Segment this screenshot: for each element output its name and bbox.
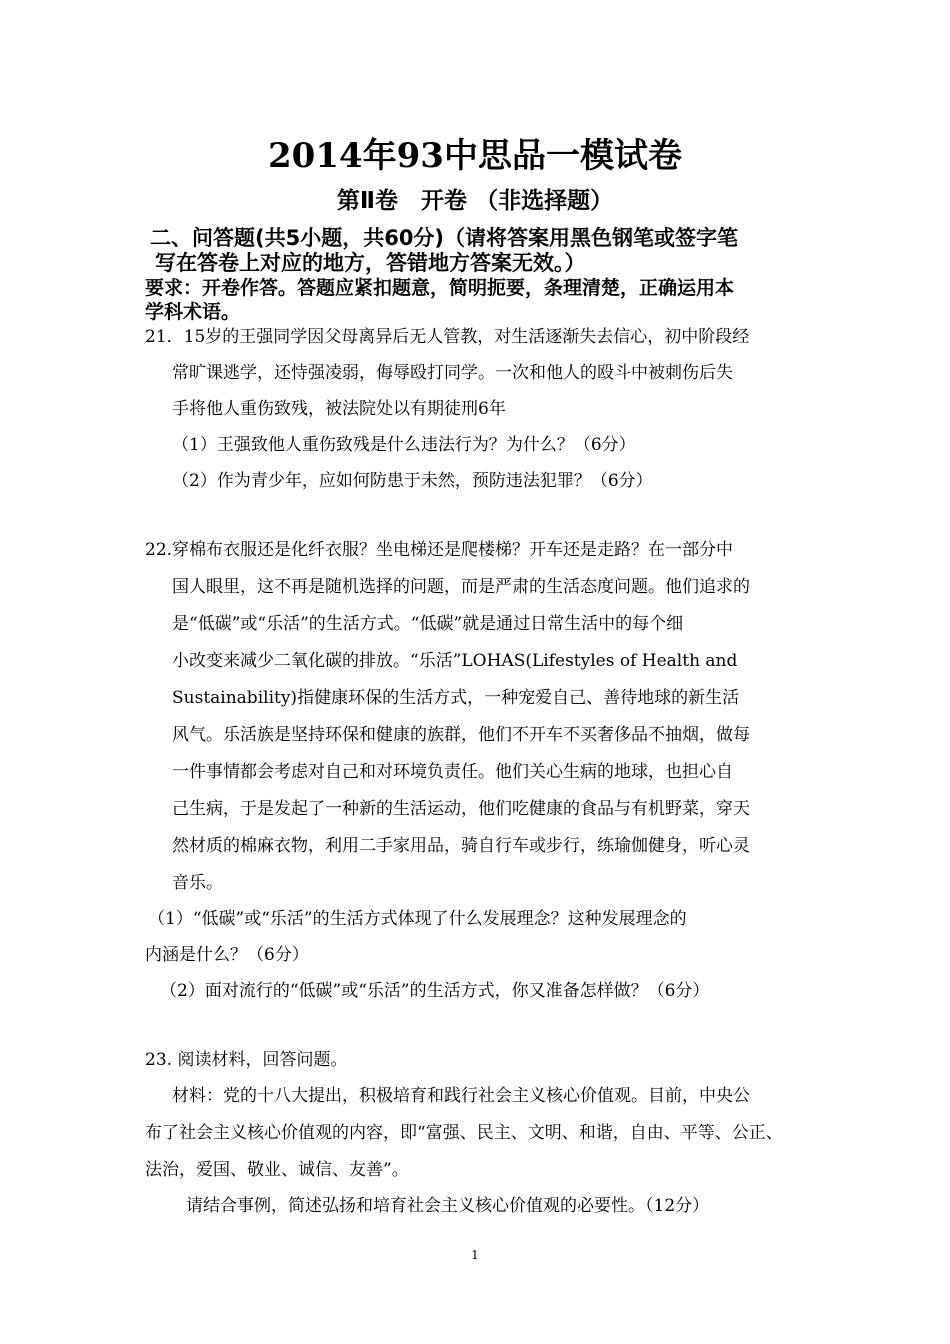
page-number: 1 bbox=[471, 1248, 479, 1262]
document-title: 2014年93中思品一模试卷 bbox=[268, 136, 682, 176]
q22-line6: 风气。乐活族是坚持环保和健康的族群，他们不开车不买奢侈品不抽烟，做每 bbox=[172, 725, 750, 745]
q22-line1: 22.穿棉布衣服还是化纤衣服？坐电梯还是爬楼梯？开车还是走路？在一部分中 bbox=[145, 540, 734, 560]
q22-sub1-line2: 内涵是什么？（6分） bbox=[145, 945, 309, 965]
q21-line1: 21．15岁的王强同学因父母离异后无人管教，对生活逐渐失去信心，初中阶段经 bbox=[145, 327, 750, 347]
q22-line8: 己生病，于是发起了一种新的生活运动，他们吃健康的食品与有机野菜，穿天 bbox=[172, 799, 750, 819]
q22-line5: Sustainability)指健康环保的生活方式，一种宠爱自己、善待地球的新生活 bbox=[172, 688, 740, 708]
q22-sub1-line1: （1）“低碳”或“乐活”的生活方式体现了什么发展理念？这种发展理念的 bbox=[148, 909, 687, 929]
q22-line10: 音乐。 bbox=[172, 873, 223, 893]
section-header-line1: 二、问答题(共5小题，共60分)（请将答案用黑色钢笔或签字笔 bbox=[150, 226, 739, 250]
q22-line2: 国人眼里，这不再是随机选择的问题，而是严肃的生活态度问题。他们追求的 bbox=[172, 577, 750, 597]
q22-line3: 是“低碳”或“乐活”的生活方式。“低碳”就是通过日常生活中的每个细 bbox=[172, 614, 684, 634]
q23-line1: 23. 阅读材料，回答问题。 bbox=[145, 1050, 348, 1070]
q23-question: 请结合事例，简述弘扬和培育社会主义核心价值观的必要性。（12分） bbox=[186, 1196, 710, 1216]
q22-sub2: （2）面对流行的“低碳”或“乐活”的生活方式，你又准备怎样做？（6分） bbox=[160, 981, 710, 1001]
q21-sub2: （2）作为青少年，应如何防患于未然，预防违法犯罪？（6分） bbox=[172, 471, 653, 491]
q21-line2: 常旷课逃学，还恃强凌弱，侮辱殴打同学。一次和他人的殴斗中被刺伤后失 bbox=[172, 363, 733, 383]
requirement-line2: 学科术语。 bbox=[145, 301, 241, 323]
q23-material-line2: 布了社会主义核心价值观的内容，即“富强、民主、文明、和谐，自由、平等、公正、 bbox=[145, 1123, 783, 1143]
q22-line9: 然材质的棉麻衣物，利用二手家用品，骑自行车或步行，练瑜伽健身，听心灵 bbox=[172, 836, 750, 856]
q21-line3: 手将他人重伤致残，被法院处以有期徒刑6年 bbox=[172, 399, 506, 419]
q22-line7: 一件事情都会考虑对自己和对环境负责任。他们关心生病的地球，也担心自 bbox=[172, 762, 733, 782]
q21-sub1: （1）王强致他人重伤致残是什么违法行为？为什么？（6分） bbox=[172, 435, 636, 455]
requirement-line1: 要求：开卷作答。答题应紧扣题意，简明扼要，条理清楚，正确运用本 bbox=[145, 277, 735, 299]
q23-material-line3: 法治，爱国、敬业、诚信、友善”。 bbox=[145, 1160, 409, 1180]
document-subtitle: 第Ⅱ卷 开卷 （非选择题） bbox=[336, 188, 614, 214]
section-header-line2: 写在答卷上对应的地方，答错地方答案无效。） bbox=[155, 251, 586, 275]
q23-material-line1: 材料：党的十八大提出，积极培育和践行社会主义核心价值观。目前，中央公 bbox=[172, 1086, 750, 1106]
q22-line4: 小改变来减少二氧化碳的排放。“乐活”LOHAS(Lifestyles of Health and bbox=[172, 651, 738, 671]
